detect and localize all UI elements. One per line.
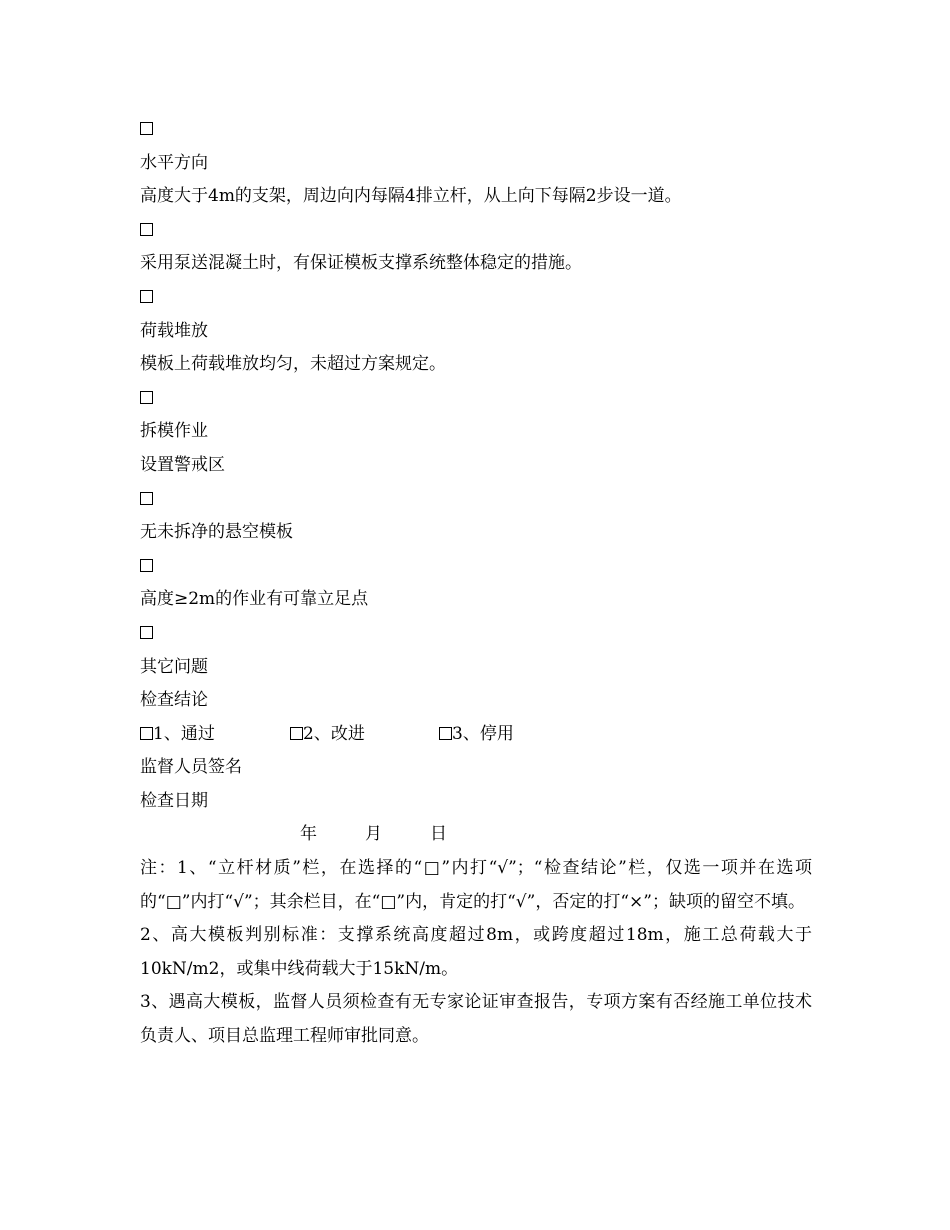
checkbox[interactable] xyxy=(140,290,153,303)
item-text: 采用泵送混凝土时，有保证模板支撑系统整体稳定的措施。 xyxy=(140,253,582,274)
checkbox[interactable] xyxy=(140,559,153,572)
item-text: 模板上荷载堆放均匀，未超过方案规定。 xyxy=(140,354,446,375)
item-checkbox-row[interactable] xyxy=(140,113,812,147)
note-1: 注：1、“立杆材质”栏，在选择的“□”内打“√”；“检查结论”栏，仅选一项并在选项的“□”内打“√”；其余栏目，在“□”内，肯定的打“√”，否定的打“×”；缺项的留空不填。 xyxy=(140,858,812,912)
option-pass-label: 1、通过 xyxy=(153,723,215,744)
checkbox-stop[interactable] xyxy=(439,727,452,740)
item-text: 水平方向 xyxy=(140,152,208,173)
option-pass[interactable] xyxy=(140,718,290,752)
item-text: 无未拆净的悬空模板 xyxy=(140,522,293,543)
option-improve-label: 2、改进 xyxy=(303,723,365,744)
item-checkbox-row[interactable] xyxy=(140,214,812,248)
note-3: 3、遇高大模板，监督人员须检查有无专家论证审查报告，专项方案有否经施工单位技术负责人、项目总监理工程师审批同意。 xyxy=(140,992,812,1047)
conclusion-options xyxy=(140,718,812,752)
checkbox[interactable] xyxy=(140,391,153,404)
note-2: 2、高大模板判别标准：支撑系统高度超过8m，或跨度超过18m，施工总荷载大于10kN/m2，或集中线荷载大于15kN/m。 xyxy=(140,925,812,979)
checkbox[interactable] xyxy=(140,492,153,505)
date-month: 月 xyxy=(365,824,382,845)
item-checkbox-row[interactable] xyxy=(140,617,812,651)
date-day: 日 xyxy=(430,824,447,845)
item-text: 拆模作业 xyxy=(140,421,208,442)
signature-label: 监督人员签名 xyxy=(140,757,242,778)
item-text: 高度≥2m的作业有可靠立足点 xyxy=(140,589,369,610)
document-body xyxy=(140,113,812,1054)
date-label: 检查日期 xyxy=(140,790,208,811)
item-checkbox-row[interactable] xyxy=(140,550,812,584)
item-text: 其它问题 xyxy=(140,656,208,677)
inspection-items xyxy=(140,113,812,718)
item-checkbox-row[interactable] xyxy=(140,382,812,416)
item-text: 高度大于4m的支架，周边向内每隔4排立杆，从上向下每隔2步设一道。 xyxy=(140,186,682,207)
item-checkbox-row[interactable] xyxy=(140,483,812,517)
checkbox[interactable] xyxy=(140,626,153,639)
checkbox-improve[interactable] xyxy=(290,727,303,740)
option-stop[interactable] xyxy=(439,718,514,752)
item-text: 设置警戒区 xyxy=(140,454,225,475)
checkbox-pass[interactable] xyxy=(140,727,153,740)
date-year: 年 xyxy=(300,824,317,845)
checkbox[interactable] xyxy=(140,122,153,135)
item-text: 荷载堆放 xyxy=(140,320,208,341)
item-checkbox-row[interactable] xyxy=(140,281,812,315)
checkbox[interactable] xyxy=(140,223,153,236)
item-text: 检查结论 xyxy=(140,690,208,711)
option-improve[interactable] xyxy=(290,718,439,752)
option-stop-label: 3、停用 xyxy=(452,723,514,744)
date-fields xyxy=(140,818,812,852)
